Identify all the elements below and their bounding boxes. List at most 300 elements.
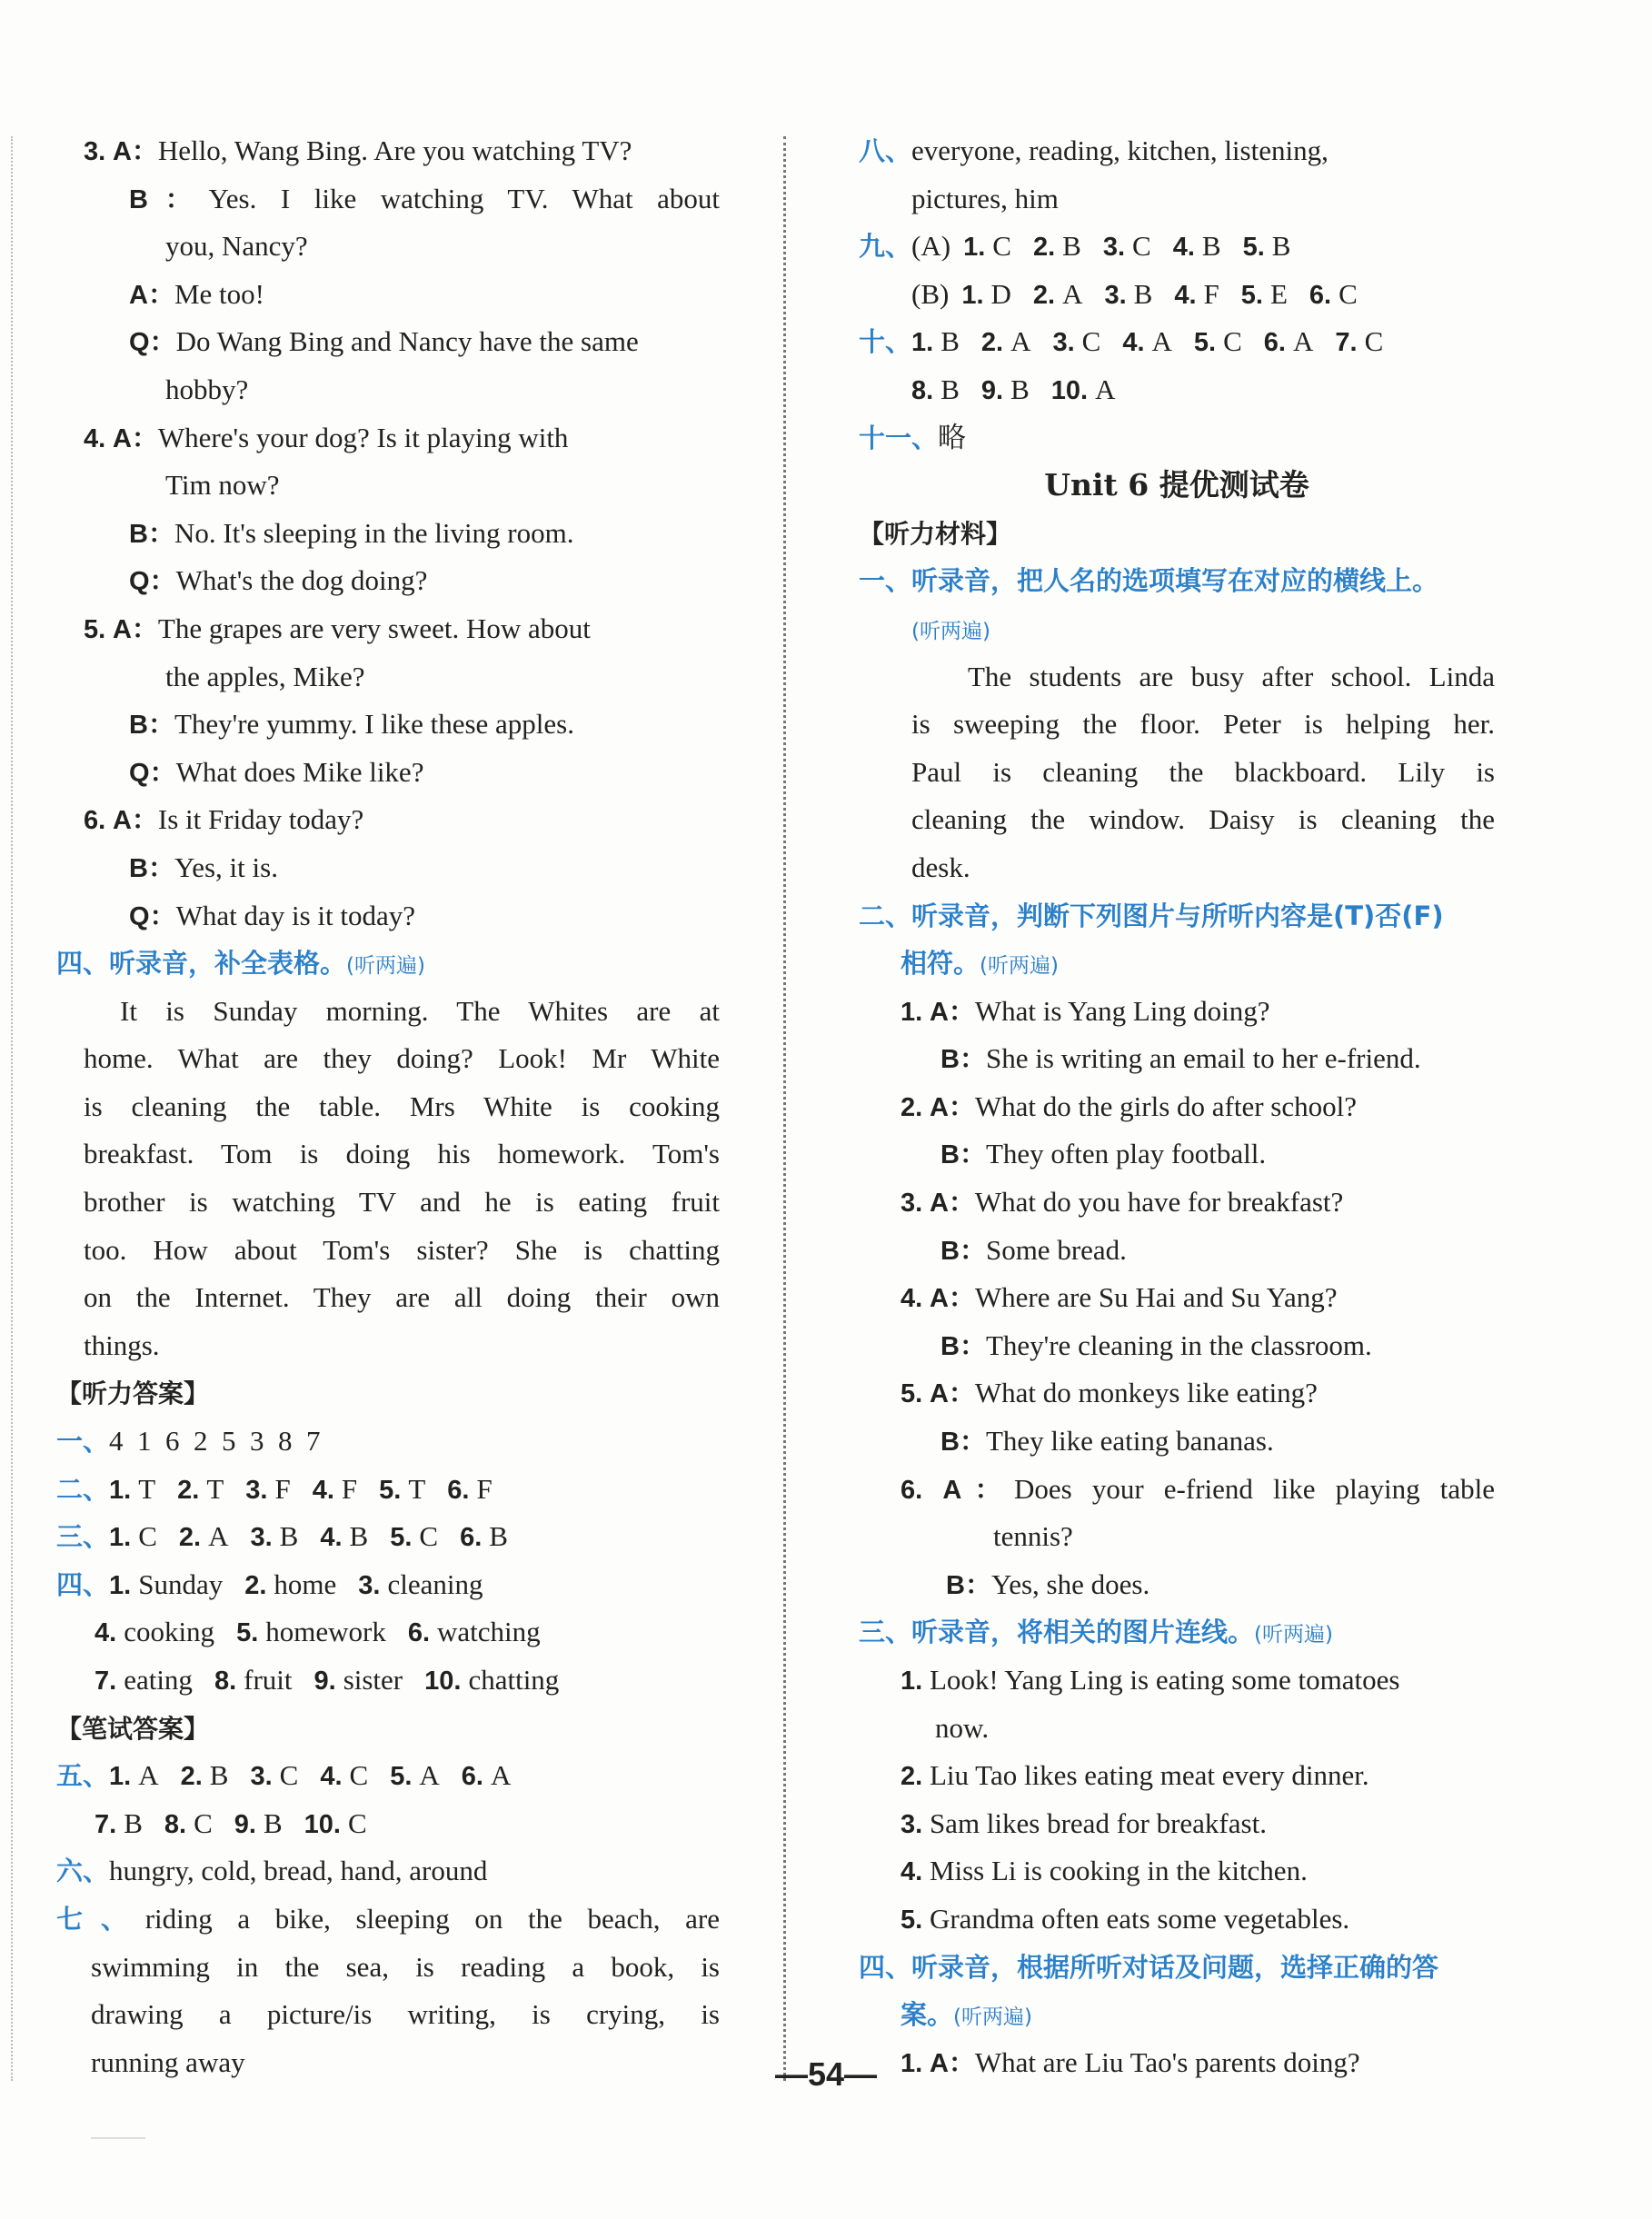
s2-title-2 <box>859 940 1495 988</box>
s2-item-a-text: What do the girls do after school? <box>974 1090 1357 1122</box>
answer-4-items-3 <box>95 1664 581 1696</box>
answer-item-value: Sunday <box>138 1567 224 1600</box>
q3-b-text: Yes. I like watching TV. What about <box>208 182 720 214</box>
answer-item <box>109 1473 155 1505</box>
s2-item-b-text: She is writing an email to her e-friend. <box>985 1042 1421 1075</box>
answer-item <box>95 1616 214 1647</box>
answer-item-value: C <box>349 1759 369 1792</box>
s3-item-cont: now. <box>935 1711 990 1744</box>
answer-3-items <box>109 1520 530 1552</box>
answer-item-value: D <box>990 277 1011 310</box>
s3-note: (听两遍) <box>1254 1623 1333 1647</box>
section-4-note: (听两遍) <box>346 954 425 979</box>
answer-item-number: 7. <box>95 1809 117 1839</box>
answer-item-number: 1. <box>109 1762 132 1792</box>
speaker-a: A： <box>112 614 158 644</box>
answer-item <box>1335 325 1383 357</box>
s3-title <box>859 1608 1495 1657</box>
speaker-b: B： <box>940 1428 986 1458</box>
s1-passage-2: is sweeping the floor. Peter is helping her. <box>911 708 1495 741</box>
answer-item-value: C <box>1223 325 1242 358</box>
answer-item-value: B <box>124 1806 143 1839</box>
s1-passage-4: cleaning the window. Daisy is cleaning the <box>911 803 1495 836</box>
answer-item <box>981 373 1030 405</box>
q6-a-text: Is it Friday today? <box>157 803 364 836</box>
q3-q-cont: hobby? <box>165 373 249 405</box>
answer-item-value: C <box>1339 277 1358 310</box>
answer-item-value: B <box>940 325 960 358</box>
answer-item-number: 9. <box>313 1667 336 1696</box>
answer-item-value: cooking <box>124 1616 215 1648</box>
answer-item-number: 2. <box>1032 280 1056 310</box>
s2-item-a-line <box>859 988 1495 1036</box>
answer-item-number: 6. <box>461 1762 483 1792</box>
speaker-a: A： <box>942 1475 1015 1505</box>
s2-q6-number: 6. <box>901 1475 923 1505</box>
q5-b-line <box>84 701 720 749</box>
s2-item-a-line <box>859 1274 1495 1322</box>
answer-item-value: A <box>208 1520 229 1553</box>
s2-q6-a-text: Does your e-friend like playing table <box>1014 1472 1495 1505</box>
answer-item-number: 9. <box>234 1809 256 1839</box>
answer-item <box>447 1473 492 1505</box>
answer-item-number: 1. <box>109 1475 132 1505</box>
answer-item-number: 5. <box>1240 280 1263 310</box>
answer-6-row <box>56 1847 720 1896</box>
s3-item-text: Look! Yang Ling is eating some tomatoes <box>929 1664 1400 1696</box>
answer-item-number: 4. <box>1174 280 1197 310</box>
answer-item-number: 4. <box>312 1475 334 1505</box>
answer-item <box>1173 230 1221 262</box>
section-4-title-text: 四、听录音，补全表格。 <box>56 948 347 980</box>
answer-item <box>1033 230 1081 262</box>
answer-item <box>1104 278 1152 310</box>
q6-q-line <box>84 892 720 940</box>
s1-passage-1: The students are busy after school. Linda <box>968 660 1495 692</box>
passage-line-1: It is Sunday morning. The Whites are at <box>120 994 720 1027</box>
answer-item-value: eating <box>124 1664 193 1696</box>
answer-item-value: C <box>1364 325 1384 358</box>
answer-item-value: C <box>194 1806 213 1839</box>
answer-5-row-1 <box>56 1752 720 1800</box>
s3-item <box>859 1752 1495 1800</box>
answer-item <box>250 1759 298 1791</box>
speaker-a: A： <box>112 806 158 836</box>
speaker-a: A： <box>929 1189 975 1219</box>
answer-item-number: 5. <box>1193 328 1217 358</box>
s2-item-b-text: They like eating bananas. <box>985 1425 1274 1458</box>
answer-item <box>961 278 1011 310</box>
q5-a-line <box>84 605 720 653</box>
q6-q-text: What day is it today? <box>175 899 415 931</box>
s2-item-a-text: What do monkeys like eating? <box>974 1377 1318 1409</box>
answer-item-number: 2. <box>180 1762 203 1792</box>
answer-item <box>460 1520 508 1552</box>
answer-item <box>1122 325 1172 357</box>
answer-item-value: C <box>138 1520 157 1553</box>
s2-list <box>859 988 1495 1466</box>
s2-item-a-line <box>859 1369 1495 1418</box>
answer-item-value: C <box>992 230 1011 263</box>
answer-4-items-1 <box>109 1568 504 1600</box>
speaker-a: A： <box>112 423 158 453</box>
answer-item-value: C <box>347 1806 367 1839</box>
answer-9b-row <box>859 271 1495 319</box>
answer-item-number: 3. <box>245 1475 268 1505</box>
answer-9b-tag: (B) <box>911 277 950 310</box>
answer-item <box>95 1807 143 1839</box>
right-column <box>859 127 1495 2086</box>
answer-item <box>911 325 960 357</box>
answer-item <box>236 1616 386 1647</box>
s4-title-1 <box>859 1944 1495 1992</box>
s2-item-a-text: Where are Su Hai and Su Yang? <box>974 1281 1338 1314</box>
s2-q6-b-line <box>859 1561 1495 1609</box>
s4-q1-a-text: What are Liu Tao's parents doing? <box>974 2045 1360 2078</box>
answer-item-value: B <box>1201 230 1221 263</box>
q4-q-line <box>84 557 720 605</box>
answer-item-number: 6. <box>1263 328 1286 358</box>
answer-item <box>408 1616 541 1647</box>
answer-item-value: homework <box>265 1616 386 1648</box>
answer-10-items-1 <box>911 325 1405 357</box>
answer-item-number: 1. <box>963 233 986 263</box>
q4-a-line <box>84 414 720 463</box>
answer-item <box>1174 278 1219 310</box>
answer-item <box>314 1664 403 1696</box>
speaker-a: A： <box>129 280 174 310</box>
q6-a-line <box>84 796 720 844</box>
s2-item-b-line <box>859 1227 1495 1275</box>
answer-item <box>981 325 1031 357</box>
answer-item <box>320 1520 368 1552</box>
answer-item-number: 1. <box>109 1570 132 1600</box>
answer-7-line-1: riding a bike, sleeping on the beach, are <box>144 1902 720 1935</box>
answer-item-number: 5. <box>379 1475 402 1505</box>
answer-10-row-1 <box>859 318 1495 366</box>
speaker-a: A： <box>112 137 158 166</box>
q5-a-cont: the apples, Mike? <box>165 660 365 692</box>
s3-item-text: Miss Li is cooking in the kitchen. <box>929 1855 1308 1887</box>
answer-item <box>1309 278 1358 310</box>
answer-item-value: C <box>419 1520 439 1553</box>
answer-item-value: C <box>1081 325 1101 358</box>
answer-item-value: watching <box>437 1616 541 1648</box>
answer-9a-row <box>859 223 1495 271</box>
written-answers-header <box>56 1705 720 1753</box>
q3-q-text: Do Wang Bing and Nancy have the same <box>175 325 639 358</box>
answer-9a-items <box>963 230 1312 262</box>
q4-a-text: Where's your dog? Is it playing with <box>157 421 569 453</box>
answer-item-value: F <box>341 1472 358 1505</box>
answer-4-row-1 <box>56 1561 720 1609</box>
answer-item-number: 4. <box>95 1618 117 1648</box>
answer-1-values: 4 1 6 2 5 3 8 7 <box>109 1425 321 1458</box>
answer-item-number: 7. <box>1335 328 1358 358</box>
s2-title-1 <box>859 892 1495 940</box>
speaker-b: B： <box>129 711 174 741</box>
passage-line-4: breakfast. Tom is doing his homework. Tom's <box>84 1138 720 1170</box>
q3-b-cont: you, Nancy? <box>165 230 308 263</box>
answer-item-number: 3. <box>358 1570 381 1600</box>
speaker-b: B： <box>940 1045 986 1075</box>
answer-item-number: 3. <box>250 1762 273 1792</box>
passage-line-5: brother is watching TV and he is eating fruit <box>84 1186 720 1219</box>
answer-item <box>358 1568 483 1600</box>
answer-item-number: 8. <box>911 375 934 405</box>
answer-5-row-2 <box>84 1800 720 1848</box>
answer-item <box>304 1807 367 1839</box>
answer-item-number: 3. <box>1052 328 1075 358</box>
q6-b-text: Yes, it is. <box>174 851 278 883</box>
answer-item-value: F <box>476 1472 493 1505</box>
s2-item-a-text: What do you have for breakfast? <box>974 1186 1344 1219</box>
q6-b-line <box>84 844 720 892</box>
answer-10-row-2 <box>859 366 1495 414</box>
s3-item <box>859 1800 1495 1848</box>
answer-item-number: 10. <box>424 1667 462 1696</box>
answer-item-value: home <box>274 1567 337 1600</box>
answer-6-label: 六、 <box>56 1856 110 1887</box>
speaker-q: Q： <box>129 567 176 597</box>
speaker-a: A： <box>929 997 975 1027</box>
answer-item-value: A <box>1010 325 1031 358</box>
speaker-q: Q： <box>129 901 176 931</box>
answer-9-label: 九、 <box>859 231 912 263</box>
speaker-q: Q： <box>129 758 176 788</box>
answer-item <box>95 1664 193 1696</box>
s3-item-number: 2. <box>901 1762 923 1792</box>
s3-item-text: Grandma often eats some vegetables. <box>929 1902 1350 1935</box>
unit-title: Unit 6 提优测试卷 <box>1044 467 1309 503</box>
answer-item <box>1241 278 1288 310</box>
left-column <box>56 127 720 2086</box>
answer-item <box>1051 373 1116 405</box>
answer-11-text: 略 <box>938 421 967 454</box>
q4-b-line <box>84 510 720 558</box>
speaker-b: B： <box>940 1140 986 1170</box>
listen-answers-header-text: 【听力答案】 <box>56 1378 210 1409</box>
q5-q-text: What does Mike like? <box>175 755 424 788</box>
answer-9a-tag: (A) <box>911 230 951 263</box>
answer-2-label: 二、 <box>56 1473 110 1505</box>
q3-b-line <box>84 175 720 224</box>
answer-item-value: fruit <box>244 1664 293 1696</box>
answer-8-row-2: pictures, him <box>911 182 1059 214</box>
answer-10-items-2 <box>911 373 1137 405</box>
answer-item-value: A <box>138 1759 159 1792</box>
answer-item-value: E <box>1269 277 1288 310</box>
q4-b-text: No. It's sleeping in the living room. <box>174 516 574 549</box>
s3-item-number: 1. <box>901 1667 923 1696</box>
s2-item-number: 2. <box>901 1092 923 1122</box>
answer-item-number: 4. <box>1172 233 1195 263</box>
answer-item <box>164 1807 213 1839</box>
s4-note: (听两遍) <box>953 2005 1032 2030</box>
answer-8-row-1 <box>859 127 1495 175</box>
q4-q-text: What's the dog doing? <box>175 564 428 597</box>
s4-title-2 <box>859 1991 1495 2039</box>
answer-item <box>1052 325 1100 357</box>
s3-title-text: 三、听录音，将相关的图片连线。 <box>859 1617 1255 1648</box>
answer-item <box>1033 278 1083 310</box>
passage-line-6: too. How about Tom's sister? She is chatting <box>84 1233 720 1266</box>
answer-11-row <box>859 414 1495 463</box>
answer-item <box>250 1520 298 1552</box>
page-number: —54— <box>774 2055 878 2093</box>
q4-number: 4. <box>84 423 106 453</box>
answer-6-text: hungry, cold, bread, hand, around <box>109 1855 488 1887</box>
answer-item-value: B <box>1062 230 1081 263</box>
q3-a2-line <box>84 271 720 319</box>
answer-item <box>313 1473 357 1505</box>
answer-5-label: 五、 <box>56 1760 110 1792</box>
speaker-a: A： <box>929 1284 975 1314</box>
s2-item-b-text: They're cleaning in the classroom. <box>985 1328 1372 1361</box>
answer-1-row <box>56 1418 720 1466</box>
answer-item-value: B <box>209 1759 229 1792</box>
s4-q1-number: 1. <box>901 2048 923 2078</box>
s2-item-a-line <box>859 1179 1495 1227</box>
answer-item <box>214 1664 293 1696</box>
s2-title-text-2: 相符。 <box>901 948 980 980</box>
q5-q-line <box>84 749 720 797</box>
s1-passage-3: Paul is cleaning the blackboard. Lily is <box>911 755 1495 788</box>
answer-item-value: F <box>1203 277 1219 310</box>
answer-item-value: B <box>263 1806 283 1839</box>
s3-item-number: 4. <box>901 1857 923 1887</box>
answer-7-row-4: running away <box>91 2045 245 2078</box>
s3-item-number: 5. <box>901 1905 923 1935</box>
answer-item <box>109 1759 159 1791</box>
answer-10-label: 十、 <box>859 326 912 358</box>
answer-item-value: B <box>1271 230 1291 263</box>
answer-item-value: sister <box>343 1664 403 1696</box>
speaker-a: A： <box>929 1092 975 1122</box>
listen-answers-header <box>56 1369 720 1418</box>
binding-edge-dots <box>11 136 13 2081</box>
s2-item-number: 4. <box>901 1284 923 1314</box>
passage-line-3: is cleaning the table. Mrs White is cooking <box>84 1090 720 1122</box>
q5-b-text: They're yummy. I like these apples. <box>174 708 574 741</box>
s2-item-b-text: They often play football. <box>985 1138 1267 1170</box>
answer-item <box>234 1807 283 1839</box>
q4-a-cont: Tim now? <box>165 469 280 502</box>
s2-item-b-line <box>859 1130 1495 1179</box>
answer-item <box>320 1759 368 1791</box>
answer-item-value: cleaning <box>387 1567 483 1600</box>
answer-item-number: 5. <box>390 1523 413 1553</box>
answer-item <box>1264 325 1314 357</box>
answer-7-row-2: swimming in the sea, is reading a book, is <box>91 1950 720 1983</box>
answer-item-number: 6. <box>1309 280 1332 310</box>
s2-q6-b-text: Yes, she does. <box>990 1567 1150 1600</box>
answer-item <box>1194 325 1242 357</box>
listen-material-header-text: 【听力材料】 <box>859 518 1012 549</box>
s3-item <box>859 1896 1495 1944</box>
listen-material-header <box>859 510 1495 558</box>
answer-3-label: 三、 <box>56 1521 110 1553</box>
speaker-b: B： <box>940 1236 986 1266</box>
s3-item-number: 3. <box>901 1809 923 1839</box>
s1-note-text: (听两遍) <box>911 619 990 643</box>
answer-item-value: T <box>206 1472 224 1505</box>
answer-item-value: T <box>138 1472 156 1505</box>
answer-item <box>245 1473 290 1505</box>
answer-4-row-3 <box>84 1657 720 1705</box>
speaker-b: B： <box>946 1570 991 1600</box>
answer-item-number: 9. <box>980 375 1004 405</box>
answer-item-value: B <box>349 1520 369 1553</box>
answer-item <box>109 1568 223 1600</box>
answer-7-label: 七、 <box>56 1903 145 1935</box>
answer-4-label: 四、 <box>56 1568 110 1600</box>
s2-item-b-line <box>859 1035 1495 1083</box>
answer-7-row-1 <box>56 1896 720 1944</box>
answer-item-value: A <box>1151 325 1172 358</box>
s3-item <box>859 1657 1495 1705</box>
answer-item-number: 6. <box>407 1618 431 1648</box>
answer-item-value: A <box>419 1759 440 1792</box>
passage-line-2: home. What are they doing? Look! Mr White <box>84 1042 720 1075</box>
s3-list <box>859 1657 1495 1944</box>
answer-item-value: A <box>490 1759 512 1792</box>
speaker-b: B： <box>940 1331 986 1361</box>
answer-item <box>963 230 1011 262</box>
speaker-b: B： <box>129 519 174 549</box>
answer-2-row <box>56 1466 720 1514</box>
footer-mark <box>91 2137 145 2139</box>
answer-item-value: B <box>489 1520 508 1553</box>
answer-item <box>390 1759 440 1791</box>
answer-item-number: 7. <box>95 1667 117 1696</box>
s1-title-text: 一、听录音，把人名的选项填写在对应的横线上。 <box>859 565 1439 597</box>
answer-2-items <box>109 1473 514 1505</box>
answer-item-value: A <box>1292 325 1314 358</box>
answer-item <box>109 1520 157 1552</box>
s2-item-b-line <box>859 1322 1495 1370</box>
answer-item-number: 2. <box>980 328 1004 358</box>
answer-item-number: 3. <box>250 1523 273 1553</box>
answer-5-items-2 <box>95 1807 389 1839</box>
s2-item-number: 1. <box>901 997 923 1027</box>
answer-item-number: 1. <box>109 1523 132 1553</box>
s1-title <box>859 557 1495 605</box>
column-divider <box>783 136 786 2081</box>
s2-item-b-line <box>859 1418 1495 1466</box>
s2-title-text-1: 二、听录音，判断下列图片与所听内容是(T)否(F) <box>859 900 1444 931</box>
q5-number: 5. <box>84 614 106 644</box>
s1-note <box>859 605 1495 653</box>
answer-item-number: 5. <box>1242 233 1265 263</box>
answer-5-items-1 <box>109 1759 532 1791</box>
answer-item <box>424 1664 559 1696</box>
q5-a-text: The grapes are very sweet. How about <box>157 612 591 644</box>
q3-number: 3. <box>84 137 106 166</box>
answer-item <box>244 1568 336 1600</box>
answer-item-value: C <box>1132 230 1151 263</box>
answer-item-number: 4. <box>1122 328 1145 358</box>
answer-item-number: 1. <box>961 280 984 310</box>
s2-item-number: 5. <box>901 1379 923 1409</box>
answer-item-number: 2. <box>1032 233 1056 263</box>
q3-a2-text: Me too! <box>174 277 264 310</box>
s3-item-text: Sam likes bread for breakfast. <box>929 1806 1267 1839</box>
passage-line-7: on the Internet. They are all doing their own <box>84 1281 720 1314</box>
answer-item-value: B <box>1010 373 1030 405</box>
answer-item-value: A <box>1062 277 1083 310</box>
answer-item-value: B <box>279 1520 299 1553</box>
